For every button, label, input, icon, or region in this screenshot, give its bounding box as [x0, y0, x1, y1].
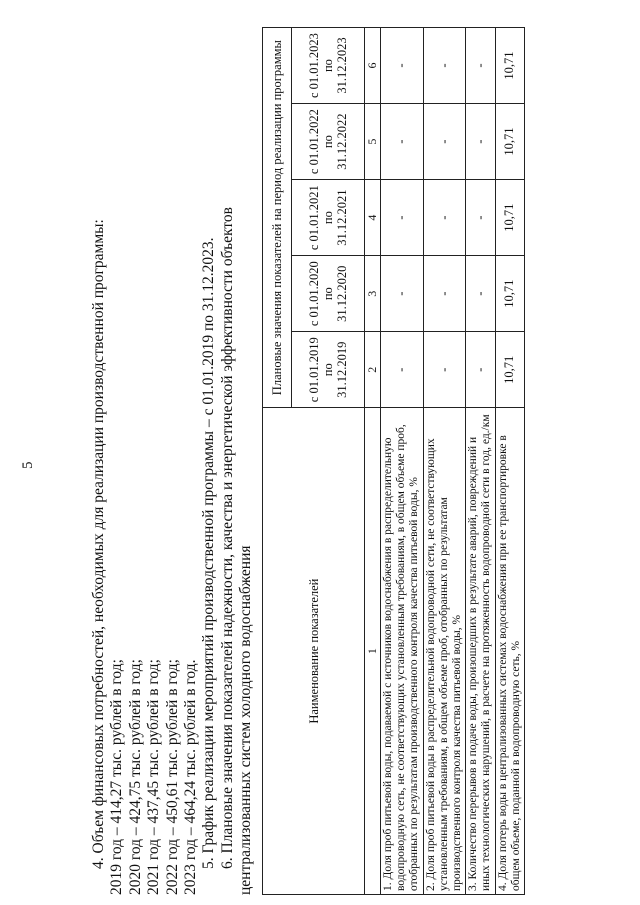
column-number: 1: [365, 408, 381, 895]
indicator-value: -: [381, 104, 424, 180]
header-period-2020: с 01.01.2020 по 31.12.2020: [292, 256, 365, 332]
finance-year-2021: 2021 год – 437,45 тыс. рублей в год;: [145, 659, 163, 895]
section6-line1: 6. Плановые значения показателей надежности, качества и энергетической эффективности объектов: [218, 207, 236, 869]
table-row: [381, 28, 424, 895]
column-number: 3: [365, 256, 381, 332]
table-row: [466, 28, 495, 895]
finance-year-2022: 2022 год – 450,61 тыс. рублей в год;: [163, 659, 181, 895]
section6-line2: централизованных систем холодного водоснабжения: [237, 545, 255, 895]
indicator-value: 10,71: [495, 104, 524, 180]
column-number: 4: [365, 180, 381, 256]
indicator-name: 1. Доля проб питьевой воды, подаваемой с источников водоснабжения в распределительную водопроводную сеть, не соответствующих установленным требованиям, в общем объеме проб, отобранных по результатам производственного контроля качества питьевой воды, %: [381, 408, 424, 895]
indicator-value: -: [466, 28, 495, 104]
indicator-value: -: [466, 332, 495, 408]
finance-year-2020: 2020 год – 424,75 тыс. рублей в год;: [126, 659, 144, 895]
indicator-value: 10,71: [495, 28, 524, 104]
header-indicator-name: Наименование показателей: [263, 408, 365, 895]
indicator-value: -: [466, 104, 495, 180]
table-row: [423, 28, 466, 895]
finance-year-2023: 2023 год – 464,24 тыс. рублей в год.: [182, 659, 200, 895]
indicator-value: -: [466, 180, 495, 256]
column-number: 5: [365, 104, 381, 180]
indicator-value: -: [381, 180, 424, 256]
indicator-value: -: [381, 28, 424, 104]
body-text: [90, 35, 256, 895]
header-planned-values: Плановые значения показателей на период реализации программы: [263, 28, 292, 408]
indicator-name: 4. Доля потерь воды в централизованных системах водоснабжения при ее транспортировке в общем объеме, поданной в водопроводную сеть, %: [495, 408, 524, 895]
header-period-2023: с 01.01.2023 по 31.12.2023: [292, 28, 365, 104]
indicator-value: -: [423, 256, 466, 332]
table-row: [495, 28, 524, 895]
indicator-value: 10,71: [495, 332, 524, 408]
column-number: 2: [365, 332, 381, 408]
page-number: 5: [20, 461, 36, 469]
header-period-2019: с 01.01.2019 по 31.12.2019: [292, 332, 365, 408]
indicator-value: -: [381, 256, 424, 332]
schedule-text: 5. График реализации мероприятий производственной программы – с 01.01.2019 по 31.12.2023.: [200, 237, 218, 869]
indicator-value: 10,71: [495, 180, 524, 256]
header-period-2021: с 01.01.2021 по 31.12.2021: [292, 180, 365, 256]
finance-year-2019: 2019 год – 414,27 тыс. рублей в год;: [108, 659, 126, 895]
column-number: 6: [365, 28, 381, 104]
indicator-name: 3. Количество перерывов в подаче воды, произошедших в результате аварий, повреждений и иных технологических нарушений, в расчете на протяженность водопроводной сети в год, ед./км: [466, 408, 495, 895]
indicators-table: [262, 27, 525, 895]
header-period-2022: с 01.01.2022 по 31.12.2022: [292, 104, 365, 180]
indicator-value: -: [466, 256, 495, 332]
indicator-value: -: [423, 28, 466, 104]
finance-heading: 4. Объем финансовых потребностей, необходимых для реализации производственной программы:: [90, 219, 107, 869]
table-header-row: [263, 28, 292, 895]
indicator-name: 2. Доля проб питьевой воды в распределительной водопроводной сети, не соответствующих установленным требованиям, в общем объеме проб, отобранных по результатам производственного контроля качества питьевой воды, %: [423, 408, 466, 895]
column-number-row: [365, 28, 381, 895]
indicator-value: -: [423, 332, 466, 408]
indicator-value: -: [423, 180, 466, 256]
indicator-value: -: [381, 332, 424, 408]
indicator-value: 10,71: [495, 256, 524, 332]
indicator-value: -: [423, 104, 466, 180]
